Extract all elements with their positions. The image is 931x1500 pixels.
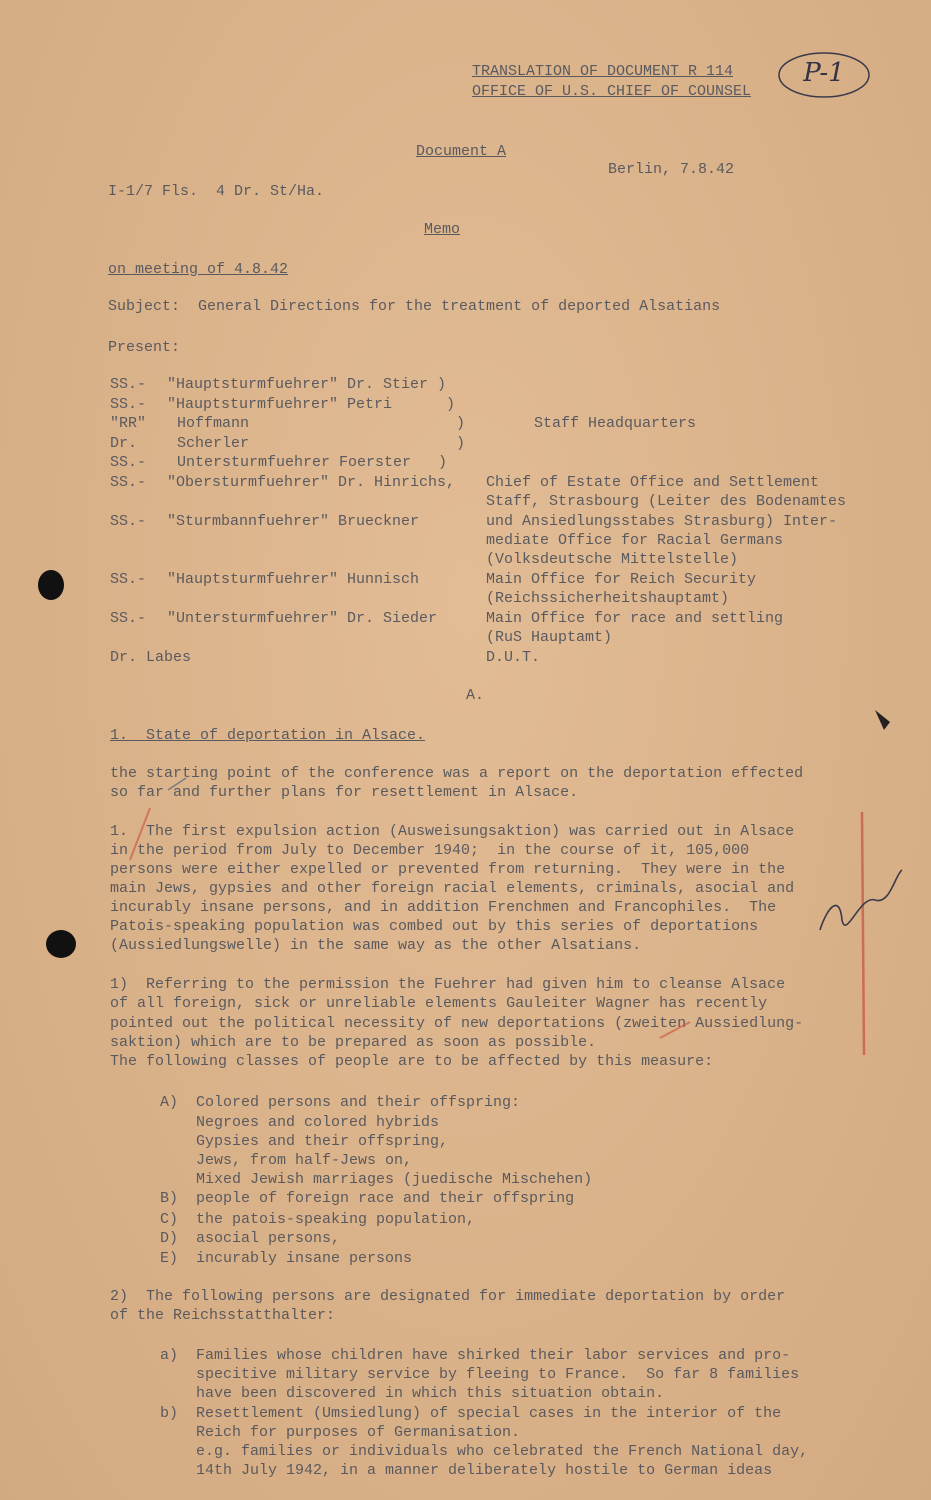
class-item: D) asocial persons, — [160, 1230, 341, 1247]
item-line: b) Resettlement (Umsiedlung) of special cases in the interior of the — [160, 1405, 782, 1422]
attendee-rank: "RR" — [110, 415, 147, 432]
role-line: Chief of Estate Office and Settlement — [486, 474, 820, 491]
attendee-name: "Hauptsturmfuehrer" Petri ) — [167, 396, 456, 413]
para-line: 1. The first expulsion action (Ausweisungsaktion) was carried out in Alsace — [110, 823, 795, 840]
subject-line: Subject: General Directions for the treatment of deported Alsatians — [108, 298, 721, 315]
item-line: Reich for purposes of Germanisation. — [160, 1424, 521, 1441]
role-line: D.U.T. — [486, 649, 541, 666]
attendee-rank: SS.- — [110, 571, 147, 588]
para-line: 1) Referring to the permission the Fuehrer had given him to cleanse Alsace — [110, 976, 786, 993]
file-reference: I-1/7 Fls. 4 Dr. St/Ha. — [108, 183, 325, 200]
section-marker: A. — [466, 687, 485, 704]
place-date: Berlin, 7.8.42 — [608, 161, 735, 178]
para-line: in the period from July to December 1940; in the course of it, 105,000 — [110, 842, 750, 859]
role-line: Staff, Strasbourg (Leiter des Bodenamtes — [486, 493, 847, 510]
attendee-name: Untersturmfuehrer Foerster ) — [177, 454, 448, 471]
section-title: 1. State of deportation in Alsace. — [110, 727, 426, 744]
item-line: have been discovered in which this situation obtain. — [160, 1385, 665, 1402]
item-line: e.g. families or individuals who celebrated the French National day, — [160, 1443, 809, 1460]
meeting-line: on meeting of 4.8.42 — [108, 261, 289, 278]
attendee-name: "Obersturmfuehrer" Dr. Hinrichs, — [167, 474, 456, 491]
class-item: C) the patois-speaking population, — [160, 1211, 476, 1228]
role-staff-hq: Staff Headquarters — [534, 415, 697, 432]
present-label: Present: — [108, 339, 181, 356]
class-item: Jews, from half-Jews on, — [160, 1152, 413, 1169]
para-line: 2) The following persons are designated for immediate deportation by order — [110, 1288, 786, 1305]
attendee-name: "Sturmbannfuehrer" Brueckner — [167, 513, 420, 530]
para-line: incurably insane persons, and in addition Frenchmen and Francophiles. The — [110, 899, 777, 916]
attendee-name: Scherler ) — [177, 435, 466, 452]
attendee-name: "Hauptsturmfuehrer" Dr. Stier ) — [167, 376, 447, 393]
class-item: B) people of foreign race and their offspring — [160, 1190, 575, 1207]
attendee-rank: Dr. Labes — [110, 649, 192, 666]
stamp-text: P-1 — [803, 58, 845, 88]
class-item: Mixed Jewish marriages (juedische Mischehen) — [160, 1171, 593, 1188]
attendee-rank: SS.- — [110, 513, 147, 530]
para-line: of all foreign, sick or unreliable elements Gauleiter Wagner has recently — [110, 995, 768, 1012]
translation-line-2: OFFICE OF U.S. CHIEF OF COUNSEL — [472, 83, 752, 100]
role-line: (Reichssicherheitshauptamt) — [486, 590, 730, 607]
para-line: The following classes of people are to be affected by this measure: — [110, 1053, 714, 1070]
memo-title: Memo — [424, 221, 461, 238]
attendee-rank: SS.- — [110, 376, 147, 393]
class-item: A) Colored persons and their offspring: — [160, 1094, 521, 1111]
para-line: persons were either expelled or prevented from returning. They were in the — [110, 861, 786, 878]
role-line: (RuS Hauptamt) — [486, 629, 613, 646]
class-item: E) incurably insane persons — [160, 1250, 413, 1267]
class-item: Gypsies and their offspring, — [160, 1133, 449, 1150]
role-line: und Ansiedlungsstabes Strasburg) Inter- — [486, 513, 838, 530]
para-line: pointed out the political necessity of new deportations (zweiten Aussiedlung- — [110, 1015, 804, 1032]
intro-line: so far and further plans for resettlement in Alsace. — [110, 784, 579, 801]
document-label: Document A — [416, 143, 507, 160]
para-line: (Aussiedlungswelle) in the same way as the other Alsatians. — [110, 937, 642, 954]
attendee-rank: SS.- — [110, 396, 147, 413]
item-line: specitive military service by fleeing to France. So far 8 families — [160, 1366, 800, 1383]
class-item: Negroes and colored hybrids — [160, 1114, 440, 1131]
para-line: Patois-speaking population was combed out by this series of deportations — [110, 918, 759, 935]
role-line: Main Office for Reich Security — [486, 571, 757, 588]
role-line: Main Office for race and settling — [486, 610, 784, 627]
role-line: mediate Office for Racial Germans — [486, 532, 784, 549]
attendee-name: "Hauptsturmfuehrer" Hunnisch — [167, 571, 420, 588]
para-line: main Jews, gypsies and other foreign racial elements, criminals, asocial and — [110, 880, 795, 897]
item-line: a) Families whose children have shirked their labor services and pro- — [160, 1347, 791, 1364]
intro-line: the starting point of the conference was a report on the deportation effected — [110, 765, 804, 782]
para-line: saktion) which are to be prepared as soon as possible. — [110, 1034, 597, 1051]
translation-line-1: TRANSLATION OF DOCUMENT R 114 — [472, 63, 734, 80]
para-line: of the Reichsstatthalter: — [110, 1307, 336, 1324]
attendee-rank: SS.- — [110, 610, 147, 627]
attendee-name: "Untersturmfuehrer" Dr. Sieder — [167, 610, 438, 627]
attendee-rank: SS.- — [110, 474, 147, 491]
role-line: (Volksdeutsche Mittelstelle) — [486, 551, 739, 568]
attendee-rank: SS.- — [110, 454, 147, 471]
attendee-name: Hoffmann ) — [177, 415, 466, 432]
attendee-rank: Dr. — [110, 435, 138, 452]
item-line: 14th July 1942, in a manner deliberately hostile to German ideas — [160, 1462, 773, 1479]
